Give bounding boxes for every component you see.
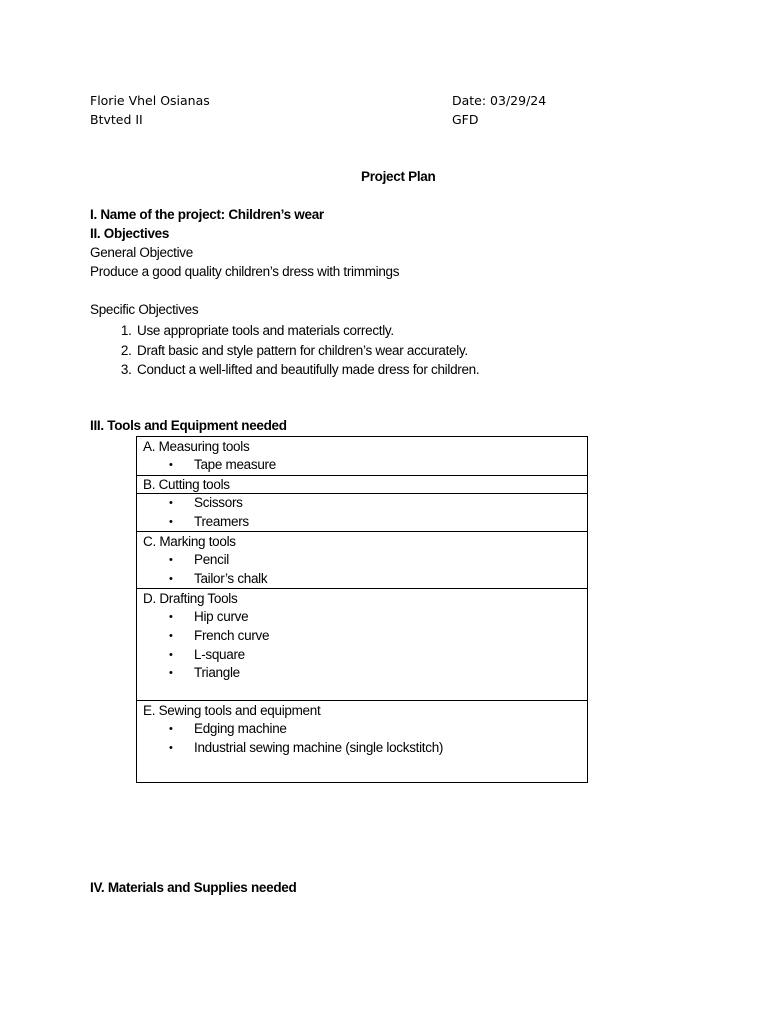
list-item xyxy=(143,646,587,665)
list-item xyxy=(143,739,587,758)
list-item xyxy=(143,551,587,570)
table-row xyxy=(137,589,588,701)
tool-item: Edging machine xyxy=(194,721,287,737)
measuring-tools-cell xyxy=(137,437,588,476)
cutting-tools-label: B. Cutting tools xyxy=(143,477,230,492)
tool-item: Scissors xyxy=(194,495,243,510)
tools-heading: III. Tools and Equipment needed xyxy=(90,418,287,433)
list-item: 3. Conduct a well-lifted and beautifully made dress for children. xyxy=(135,360,479,380)
specific-objectives-label: Specific Objectives xyxy=(90,302,199,317)
drafting-tools-label: D. Drafting Tools xyxy=(143,591,238,607)
measuring-tools-label: A. Measuring tools xyxy=(143,439,250,454)
table-row xyxy=(137,701,588,783)
tool-item: Pencil xyxy=(194,552,229,568)
tool-item: French curve xyxy=(194,627,270,643)
project-name-heading: I. Name of the project: Children’s wear xyxy=(90,207,324,222)
page-title: Project Plan xyxy=(361,169,436,184)
tool-item: Treamers xyxy=(194,513,249,529)
list-item: 2. Draft basic and style pattern for children’s wear accurately. xyxy=(135,341,479,361)
general-objective-label: General Objective xyxy=(90,245,193,260)
list-item xyxy=(143,513,587,532)
course-label: Btvted II xyxy=(90,112,143,127)
list-item: 1. Use appropriate tools and materials correctly. xyxy=(135,321,479,341)
marking-tools-cell xyxy=(137,532,588,589)
tool-item: Tailor’s chalk xyxy=(194,570,268,586)
cutting-tools-label-cell xyxy=(137,476,588,494)
table-row xyxy=(137,532,588,589)
cutting-tools-items-cell xyxy=(137,494,588,532)
tool-item: Tape measure xyxy=(194,457,276,472)
tool-item: Hip curve xyxy=(194,609,249,625)
sewing-tools-label: E. Sewing tools and equipment xyxy=(143,703,321,719)
drafting-tools-cell xyxy=(137,589,588,701)
tool-item: Industrial sewing machine (single lockstitch) xyxy=(194,739,444,755)
materials-heading: IV. Materials and Supplies needed xyxy=(90,880,297,895)
sewing-tools-cell xyxy=(137,701,588,783)
table-row xyxy=(137,476,588,494)
list-item xyxy=(143,608,587,627)
general-objective-text: Produce a good quality children’s dress with trimmings xyxy=(90,264,400,279)
list-item xyxy=(143,627,587,646)
list-item xyxy=(143,494,587,513)
list-item xyxy=(143,570,587,589)
list-item xyxy=(143,664,587,683)
date-label: Date: 03/29/24 xyxy=(452,93,547,108)
author-name: Florie Vhel Osianas xyxy=(90,93,210,108)
objectives-heading: II. Objectives xyxy=(90,226,170,241)
code-label: GFD xyxy=(452,112,479,127)
list-item xyxy=(143,720,587,739)
table-row xyxy=(137,494,588,532)
tools-table xyxy=(136,436,588,783)
tool-item: L-square xyxy=(194,646,245,662)
specific-objectives-list xyxy=(90,321,479,380)
table-row xyxy=(137,437,588,476)
list-item xyxy=(143,456,587,475)
marking-tools-label: C. Marking tools xyxy=(143,534,236,550)
tool-item: Triangle xyxy=(194,665,240,681)
